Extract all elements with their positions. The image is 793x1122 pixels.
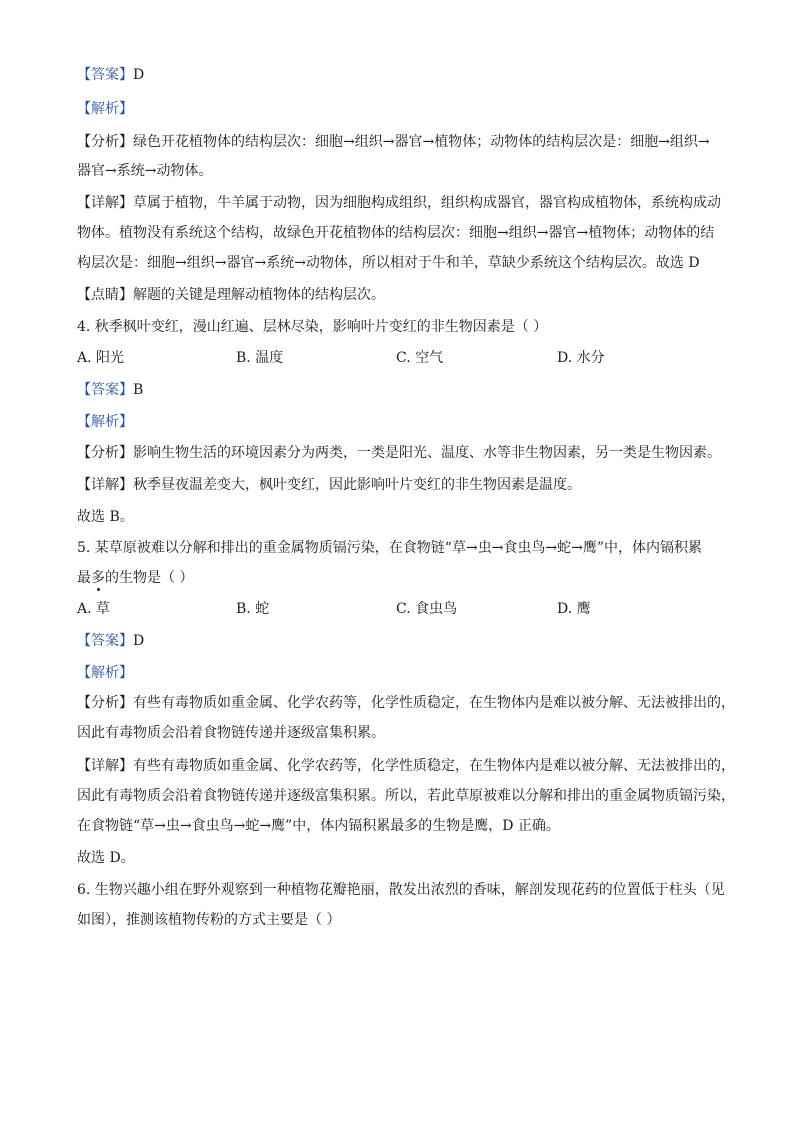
q4-answer-line: [77, 380, 143, 400]
q3-xiangjie-line-3: 构层次是：细胞→组织→器官→系统→动物体，所以相对于牛和羊，草缺少系统这个结构层次。故选 D: [77, 255, 700, 271]
fenxi-tag: 【分析】: [77, 134, 133, 150]
xiangjie-text: 有些有毒物质如重金属、化学农药等，化学性质稳定，在生物体内是难以被分解、无法被排出的，: [133, 758, 735, 774]
xiangjie-text: 秋季昼夜温差变大，枫叶变红，因此影响叶片变红的非生物因素是温度。: [133, 477, 581, 493]
q5-option-c: C. 食虫鸟: [396, 601, 458, 617]
q3-xiangjie-line-1: [77, 193, 721, 213]
q4-option-d: D. 水分: [557, 350, 605, 366]
q5-stem-line-1: 5. 某草原被难以分解和排出的重金属物质镉污染，在食物链“草→虫→食虫鸟→蛇→鹰”中，体内镉积累: [77, 540, 703, 556]
answer-value: B: [133, 382, 144, 398]
xiangjie-tag: 【详解】: [77, 195, 133, 211]
q5-analysis-line: [77, 663, 133, 683]
dianjing-text: 解题的关键是理解动植物体的结构层次。: [133, 287, 385, 303]
q5-conclusion: 故选 D。: [77, 850, 135, 866]
q3-fenxi-line-2: 器官→系统→动物体。: [77, 163, 213, 179]
q5-xiangjie-line-1: [77, 756, 735, 776]
q4-conclusion: 故选 B。: [77, 509, 134, 525]
q5-option-d: D. 鹰: [557, 601, 591, 617]
q4-option-c: C. 空气: [396, 350, 444, 366]
q5-option-a: A. 草: [77, 601, 111, 617]
analysis-tag: 【解析】: [77, 665, 133, 681]
q3-dianjing-line: [77, 285, 385, 305]
analysis-tag: 【解析】: [77, 101, 133, 117]
fenxi-tag: 【分析】: [77, 695, 133, 711]
q4-option-a: A. 阳光: [77, 350, 125, 366]
q5-xiangjie-line-3: 在食物链“草→虫→食虫鸟→蛇→鹰”中，体内镉积累最多的生物是鹰，D 正确。: [77, 818, 560, 834]
q3-fenxi-line-1: [77, 132, 710, 152]
fenxi-text: 有些有毒物质如重金属、化学农药等，化学性质稳定，在生物体内是难以被分解、无法被排出的，: [133, 695, 735, 711]
xiangjie-tag: 【详解】: [77, 477, 133, 493]
fenxi-text: 影响生物生活的环境因素分为两类，一类是阳光、温度、水等非生物因素，另一类是生物因素。: [133, 445, 721, 461]
answer-value: D: [133, 67, 145, 83]
q6-stem-line-2: 如图），推测该植物传粉的方式主要是（ ）: [77, 912, 341, 928]
q5-option-b: B. 蛇: [236, 601, 270, 617]
stem-text-post: 的生物是（ ）: [105, 570, 194, 586]
q5-fenxi-line-1: [77, 693, 735, 713]
answer-tag: 【答案】: [77, 67, 133, 83]
q4-fenxi-line: [77, 443, 721, 463]
q5-answer-line: [77, 631, 144, 651]
q3-answer-line: [77, 65, 144, 85]
xiangjie-text: 草属于植物，牛羊属于动物，因为细胞构成组织，组织构成器官，器官构成植物体，系统构成动: [133, 195, 721, 211]
q3-analysis-line: [77, 99, 133, 119]
q5-stem-line-2: [77, 568, 193, 588]
q4-analysis-line: [77, 412, 133, 432]
q5-xiangjie-line-2: 因此有毒物质会沿着食物链传递并逐级富集积累。所以，若此草原被难以分解和排出的重金属物质镉污染，: [77, 788, 735, 804]
answer-tag: 【答案】: [77, 382, 133, 398]
q6-stem-line-1: 6. 生物兴趣小组在野外观察到一种植物花瓣艳丽，散发出浓烈的香味，解剖发现花药的位置低于柱头（见: [77, 882, 725, 898]
analysis-tag: 【解析】: [77, 414, 133, 430]
q4-stem: 4. 秋季枫叶变红，漫山红遍、层林尽染，影响叶片变红的非生物因素是（ ）: [77, 319, 548, 335]
dianjing-tag: 【点睛】: [77, 287, 133, 303]
emphasis-dot-char: 多: [91, 570, 105, 586]
answer-tag: 【答案】: [77, 633, 133, 649]
answer-value: D: [133, 633, 145, 649]
fenxi-tag: 【分析】: [77, 445, 133, 461]
stem-text-pre: 最: [77, 570, 91, 586]
xiangjie-tag: 【详解】: [77, 758, 133, 774]
q4-option-b: B. 温度: [236, 350, 284, 366]
fenxi-text: 绿色开花植物体的结构层次：细胞→组织→器官→植物体；动物体的结构层次是：细胞→组织→: [133, 134, 710, 150]
q4-xiangjie-line: [77, 475, 581, 495]
q3-xiangjie-line-2: 物体。植物没有系统这个结构，故绿色开花植物体的结构层次：细胞→组织→器官→植物体；动物体的结: [77, 225, 715, 241]
q5-fenxi-line-2: 因此有毒物质会沿着食物链传递并逐级富集积累。: [77, 725, 385, 741]
